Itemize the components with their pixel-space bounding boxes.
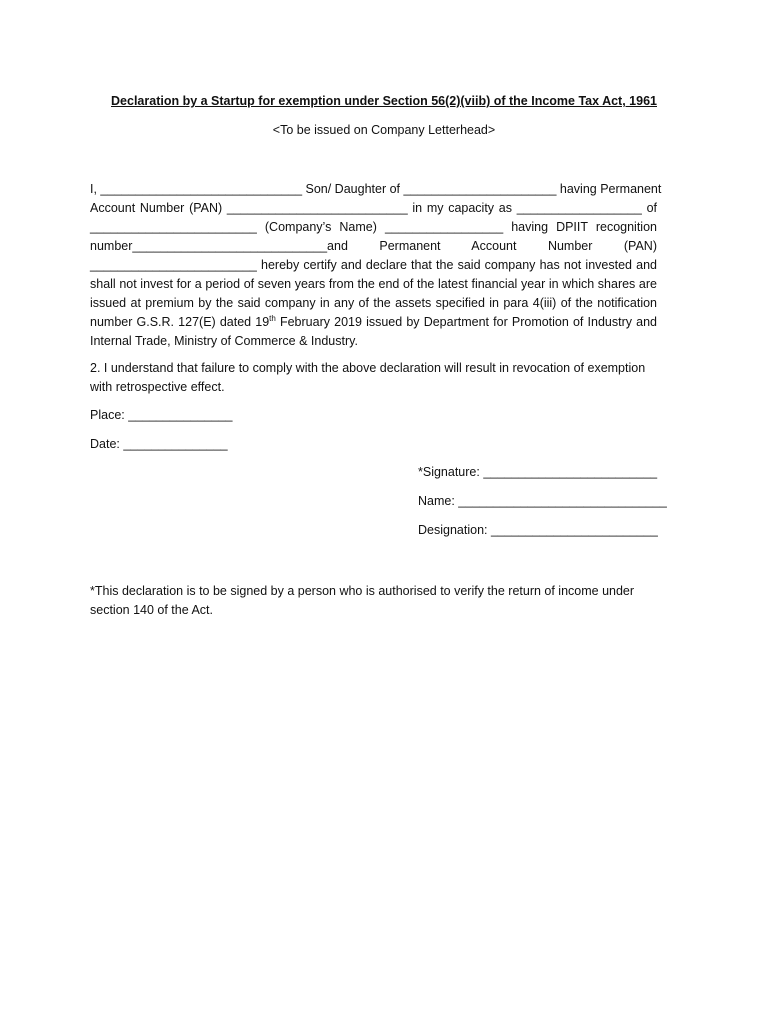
declaration-line: number____________________________and Permanent Account Number (PAN) (90, 239, 657, 253)
letterhead-note: <To be issued on Company Letterhead> (272, 123, 496, 137)
footnote (90, 582, 657, 620)
declaration-line: issued at premium by the said company in any of the assets specified in para 4(iii) of the notification (90, 296, 657, 310)
revocation-line: 2. I understand that failure to comply with the above declaration will result in revocation of exemption (90, 361, 646, 375)
ordinal-suffix: th (269, 313, 276, 323)
declaration-text: February 2019 issued by Department for Promotion of Industry and (275, 315, 658, 329)
declaration-line: I, _____________________________ Son/ Daughter of ______________________ having Permanent (90, 182, 662, 196)
date-field: Date: _______________ (90, 437, 228, 451)
declaration-line: ________________________ (Company’s Name) _________________ having DPIIT recognition (90, 220, 657, 234)
revocation-line: with retrospective effect. (90, 380, 225, 394)
declaration-line: ________________________ hereby certify and declare that the said company has not invested and (90, 258, 657, 272)
declaration-text: number G.S.R. 127(E) dated 19 (90, 315, 270, 329)
signature-field: *Signature: _________________________ (418, 465, 658, 479)
declaration-line: Account Number (PAN) __________________________ in my capacity as __________________ of (90, 201, 657, 215)
document-title: Declaration by a Startup for exemption under Section 56(2)(viib) of the Income Tax Act, 1961 (111, 94, 657, 108)
revocation-paragraph (90, 359, 657, 397)
name-field: Name: ______________________________ (418, 494, 667, 508)
declaration-line (90, 313, 657, 332)
footnote-line: *This declaration is to be signed by a person who is authorised to verify the return of income under (90, 584, 635, 598)
declaration-paragraph (90, 180, 662, 351)
designation-field: Designation: ________________________ (418, 523, 658, 537)
declaration-line: shall not invest for a period of seven years from the end of the latest financial year in which shares are (90, 277, 657, 291)
footnote-line: section 140 of the Act. (90, 603, 213, 617)
declaration-line: Internal Trade, Ministry of Commerce & Industry. (90, 334, 358, 348)
place-field: Place: _______________ (90, 408, 233, 422)
